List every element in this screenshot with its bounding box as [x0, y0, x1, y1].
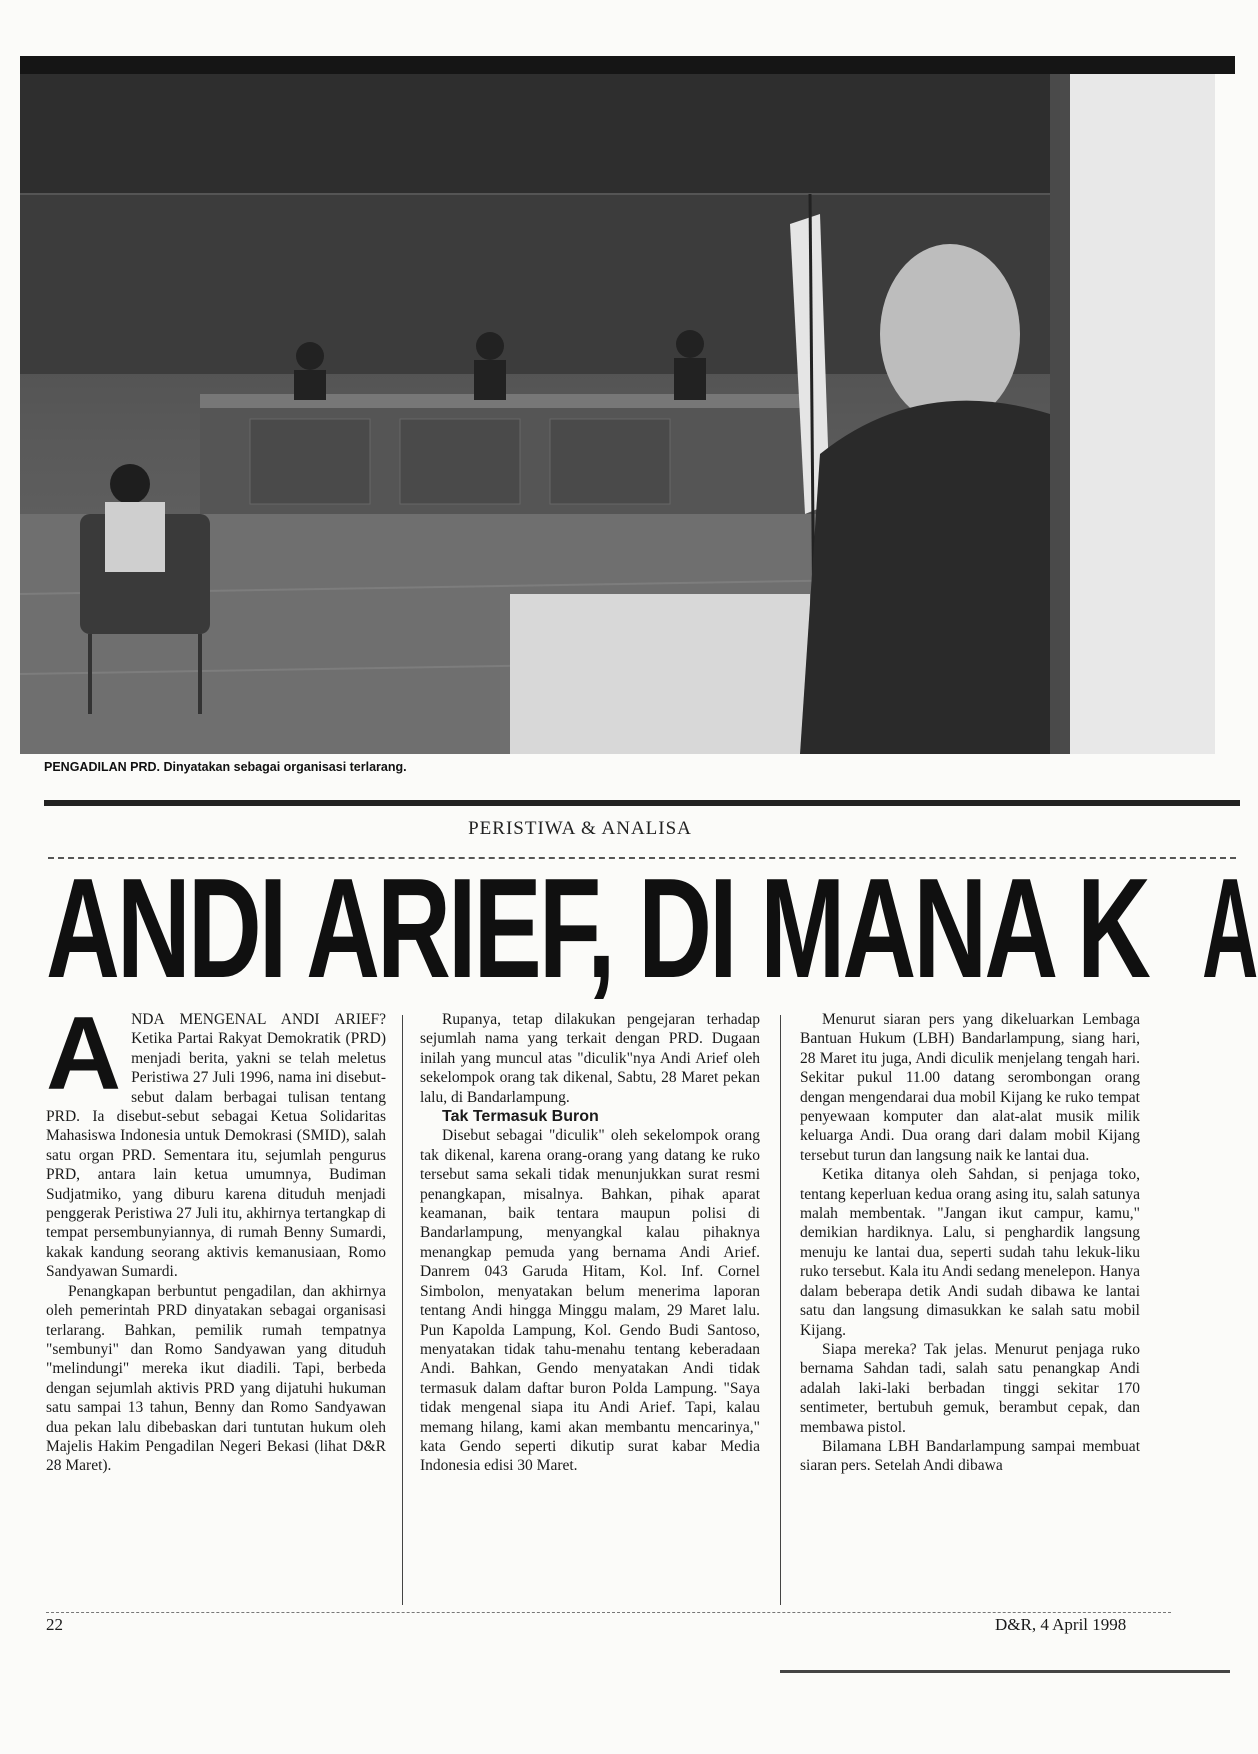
subheading: Tak Termasuk Buron	[442, 1108, 599, 1126]
publication-date: D&R, 4 April 1998	[995, 1615, 1127, 1634]
courtroom-photo-illustration	[20, 74, 1215, 754]
bottom-border-strip	[780, 1670, 1230, 1673]
footer-rule	[46, 1612, 1171, 1613]
drop-cap: A	[46, 996, 122, 1112]
column-3-paragraph-2: Ketika ditanya oleh Sahdan, si penjaga toko, tentang keperluan kedua orang asing itu, salah satunya malah membentak. "Jangan ikut campur, kamu," demikian hardiknya. Lalu, si penghardik langsung menuju ke lantai dua, seperti sudah tahu lekuk-liku ruko tersebut. Kala itu Andi sedang menelepon. Hanya dalam beberapa detik Andi sudah dibawa ke lantai satu dan langsung dimasukkan ke salah satu mobil Kijang.	[800, 1166, 1140, 1339]
column-2-paragraph-1: Disebut sebagai "diculik" oleh sekelompok orang tak dikenal, karena orang-orang yang datang ke ruko tersebut sama sekali tidak menunjukkan surat resmi penangkapan, misalnya. Bahkan, pihak aparat keamanan, baik tentara maupun polisi di Bandarlampung, menyangkal kalau pihaknya menangkap pemuda yang bernama Andi Arief. Danrem 043 Garuda Hitam, Kol. Inf. Cornel Simbolon, menyatakan belum menerima laporan tentang Andi hingga Minggu malam, 29 Maret lalu. Pun Kapolda Lampung, Kol. Gendo Budi Santoso, menyatakan tidak tahu-menahu tentang keberadaan Andi. Bahkan, Gendo menyatakan Andi tidak termasuk dalam daftar buron Polda Lampung. "Saya tidak mengenal siapa itu Andi Arief. Tapi, kalau memang hilang, kami akan membantu mencarinya," kata Gendo seperti dikutip surat kabar Media Indonesia edisi 30 Maret.	[420, 1127, 760, 1475]
column-separator-1	[402, 1015, 403, 1605]
courtroom-photo	[20, 74, 1215, 754]
headline-cutoff-letter: A	[1202, 849, 1258, 1008]
headline	[40, 849, 1258, 1008]
column-3-paragraph-3: Siapa mereka? Tak jelas. Menurut penjaga ruko bernama Sahdan tadi, salah satu penangkap Andi adalah laki-laki berbadan tinggi sekitar 170 sentimeter, bertubuh gemuk, berambut cepak, dan membawa pistol.	[800, 1340, 1140, 1436]
column-3-paragraph-1: Menurut siaran pers yang dikeluarkan Lembaga Bantuan Hukum (LBH) Bandarlampung, siang hari, 28 Maret itu juga, Andi diculik menjelang tengah hari. Sekitar pukul 11.00 datang serombongan orang dengan mengendarai dua mobil Kijang ke ruko tempat penyewaan komputer dan alat-alat musik milik keluarga Andi. Dua orang dari dalam mobil Kijang tersebut turun dan langsung naik ke lantai dua.	[800, 1011, 1140, 1164]
column-3-paragraph-4: Bilamana LBH Bandarlampung sampai membuat siaran pers. Setelah Andi dibawa	[800, 1437, 1140, 1475]
photo-caption: PENGADILAN PRD. Dinyatakan sebagai organisasi terlarang.	[44, 760, 407, 774]
section-rule	[44, 800, 1240, 806]
column-separator-2	[780, 1015, 781, 1605]
article-column-1	[46, 996, 386, 1476]
column-2-lead-paragraph: Rupanya, tetap dilakukan pengejaran terhadap sejumlah nama yang terkait dengan PRD. Dugaan inilah yang muncul atas "diculik"nya Andi Arief oleh sekelompok orang tak dikenal, Sabtu, 28 Maret pekan lalu, di Bandarlampung.	[420, 1011, 760, 1106]
column-1-paragraph-1: NDA MENGENAL ANDI ARIEF? Ketika Partai Rakyat Demokratik (PRD) menjadi berita, yakni se telah meletus Peristiwa 27 Juli 1996, nama ini disebut-sebut dalam berbagai tulisan tentang PRD. Ia disebut-sebut sebagai Ketua Solidaritas Mahasiswa Indonesia untuk Demokrasi (SMID), salah satu organ PRD. Sementara itu, sejumlah pengurus PRD, antara lain ketua umumnya, Budiman Sudjatmiko, yang diburu karena dituduh menjadi penggerak Peristiwa 27 Juli itu, akhirnya tertangkap di tempat persembunyiannya, di rumah Benny Sumardi, kakak kandung seorang aktivis kemanusiaan, Romo Sandyawan Sumardi.	[46, 1011, 386, 1281]
column-1-paragraph-2: Penangkapan berbuntut pengadilan, dan akhirnya oleh pemerintah PRD dinyatakan sebagai organisasi terlarang. Bahkan, pemilik rumah tempatnya "sembunyi" dan Romo Sandyawan yang dituduh "melindungi" mereka ikut diadili. Tapi, berbeda dengan sejumlah aktivis PRD yang dijatuhi hukuman satu sampai 13 tahun, Benny dan Romo Sandyawan dua pekan lalu dibebaskan dari tuntutan hukum oleh Majelis Hakim Pengadilan Negeri Bekasi (lihat D&R 28 Maret).	[46, 1282, 386, 1475]
article-column-3	[800, 1010, 1140, 1476]
page-number: 22	[46, 1615, 63, 1634]
top-border-strip	[20, 56, 1235, 74]
section-label: PERISTIWA & ANALISA	[468, 818, 692, 839]
headline-text: ANDI ARIEF, DI MANA K	[46, 849, 1149, 1008]
article-column-2	[420, 1010, 760, 1476]
